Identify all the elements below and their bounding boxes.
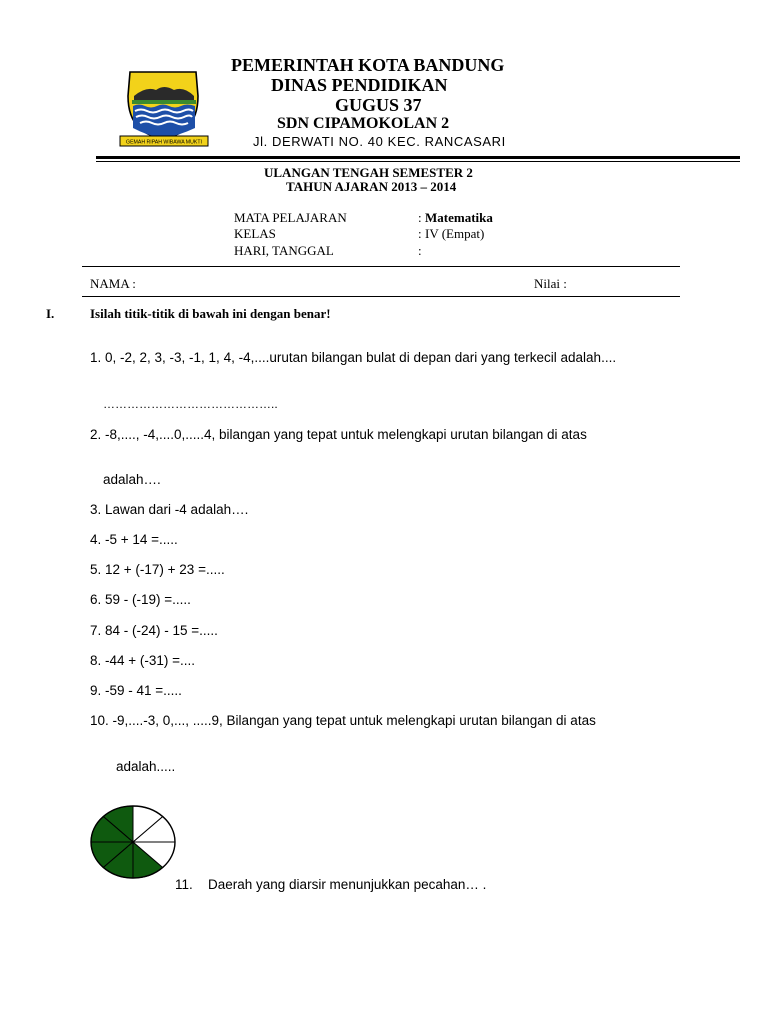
letterhead-divider-thin — [96, 161, 740, 162]
question-10: 10. -9,....-3, 0,..., .....9, Bilangan yang tepat untuk melengkapi urutan bilangan di atas — [90, 713, 596, 728]
question-11: Daerah yang diarsir menunjukkan pecahan… . — [208, 877, 487, 892]
question-3: 3. Lawan dari -4 adalah…. — [90, 502, 249, 517]
class-value: IV (Empat) — [425, 226, 485, 241]
class-colon: : — [418, 226, 422, 241]
question-5: 5. 12 + (-17) + 23 =..... — [90, 562, 225, 577]
logo-motto-text: GEMAH RIPAH WIBAWA MUKTI — [126, 139, 202, 146]
section-instruction: Isilah titik-titik di bawah ini dengan benar! — [90, 306, 331, 321]
class-label: KELAS — [234, 226, 276, 241]
date-colon: : — [418, 243, 422, 258]
score-label[interactable]: Nilai : — [534, 276, 567, 291]
question-7: 7. 84 - (-24) - 15 =..... — [90, 623, 218, 638]
question-8: 8. -44 + (-31) =.... — [90, 653, 196, 668]
city-logo — [116, 66, 212, 152]
question-2: 2. -8,...., -4,....0,.....4, bilangan yang tepat untuk melengkapi urutan bilangan di atas — [90, 427, 587, 442]
name-label[interactable]: NAMA : — [90, 276, 136, 291]
subject-colon: : — [418, 210, 422, 225]
date-label: HARI, TANGGAL — [234, 243, 334, 258]
question-1: 1. 0, -2, 2, 3, -3, -1, 1, 4, -4,....urutan bilangan bulat di depan dari yang terkecil adalah.... — [90, 350, 617, 365]
letterhead-divider-thick — [96, 156, 740, 159]
name-row-bottom-border — [82, 296, 680, 297]
question-9: 9. -59 - 41 =..... — [90, 683, 182, 698]
question-11-number: 11. — [175, 877, 193, 892]
subject-value: Matematika — [425, 210, 493, 225]
question-6: 6. 59 - (-19) =..... — [90, 592, 191, 607]
question-4: 4. -5 + 14 =..... — [90, 532, 178, 547]
name-row-top-border — [82, 266, 680, 267]
fraction-circle-figure — [89, 804, 177, 880]
letterhead-department: DINAS PENDIDIKAN — [271, 75, 448, 95]
letterhead-cluster: GUGUS 37 — [335, 95, 422, 115]
section-number: I. — [46, 306, 55, 321]
letterhead-school: SDN CIPAMOKOLAN 2 — [277, 115, 450, 132]
question-2-continuation: adalah…. — [103, 472, 161, 487]
exam-year: TAHUN AJARAN 2013 – 2014 — [286, 179, 457, 194]
question-1-answer-line[interactable]: …………………………………….. — [103, 397, 278, 411]
letterhead-government: PEMERINTAH KOTA BANDUNG — [231, 55, 505, 75]
question-10-continuation: adalah..... — [116, 759, 176, 774]
letterhead-address: Jl. DERWATI NO. 40 KEC. RANCASARI — [253, 134, 506, 149]
subject-label: MATA PELAJARAN — [234, 210, 347, 225]
exam-title: ULANGAN TENGAH SEMESTER 2 — [264, 165, 473, 180]
